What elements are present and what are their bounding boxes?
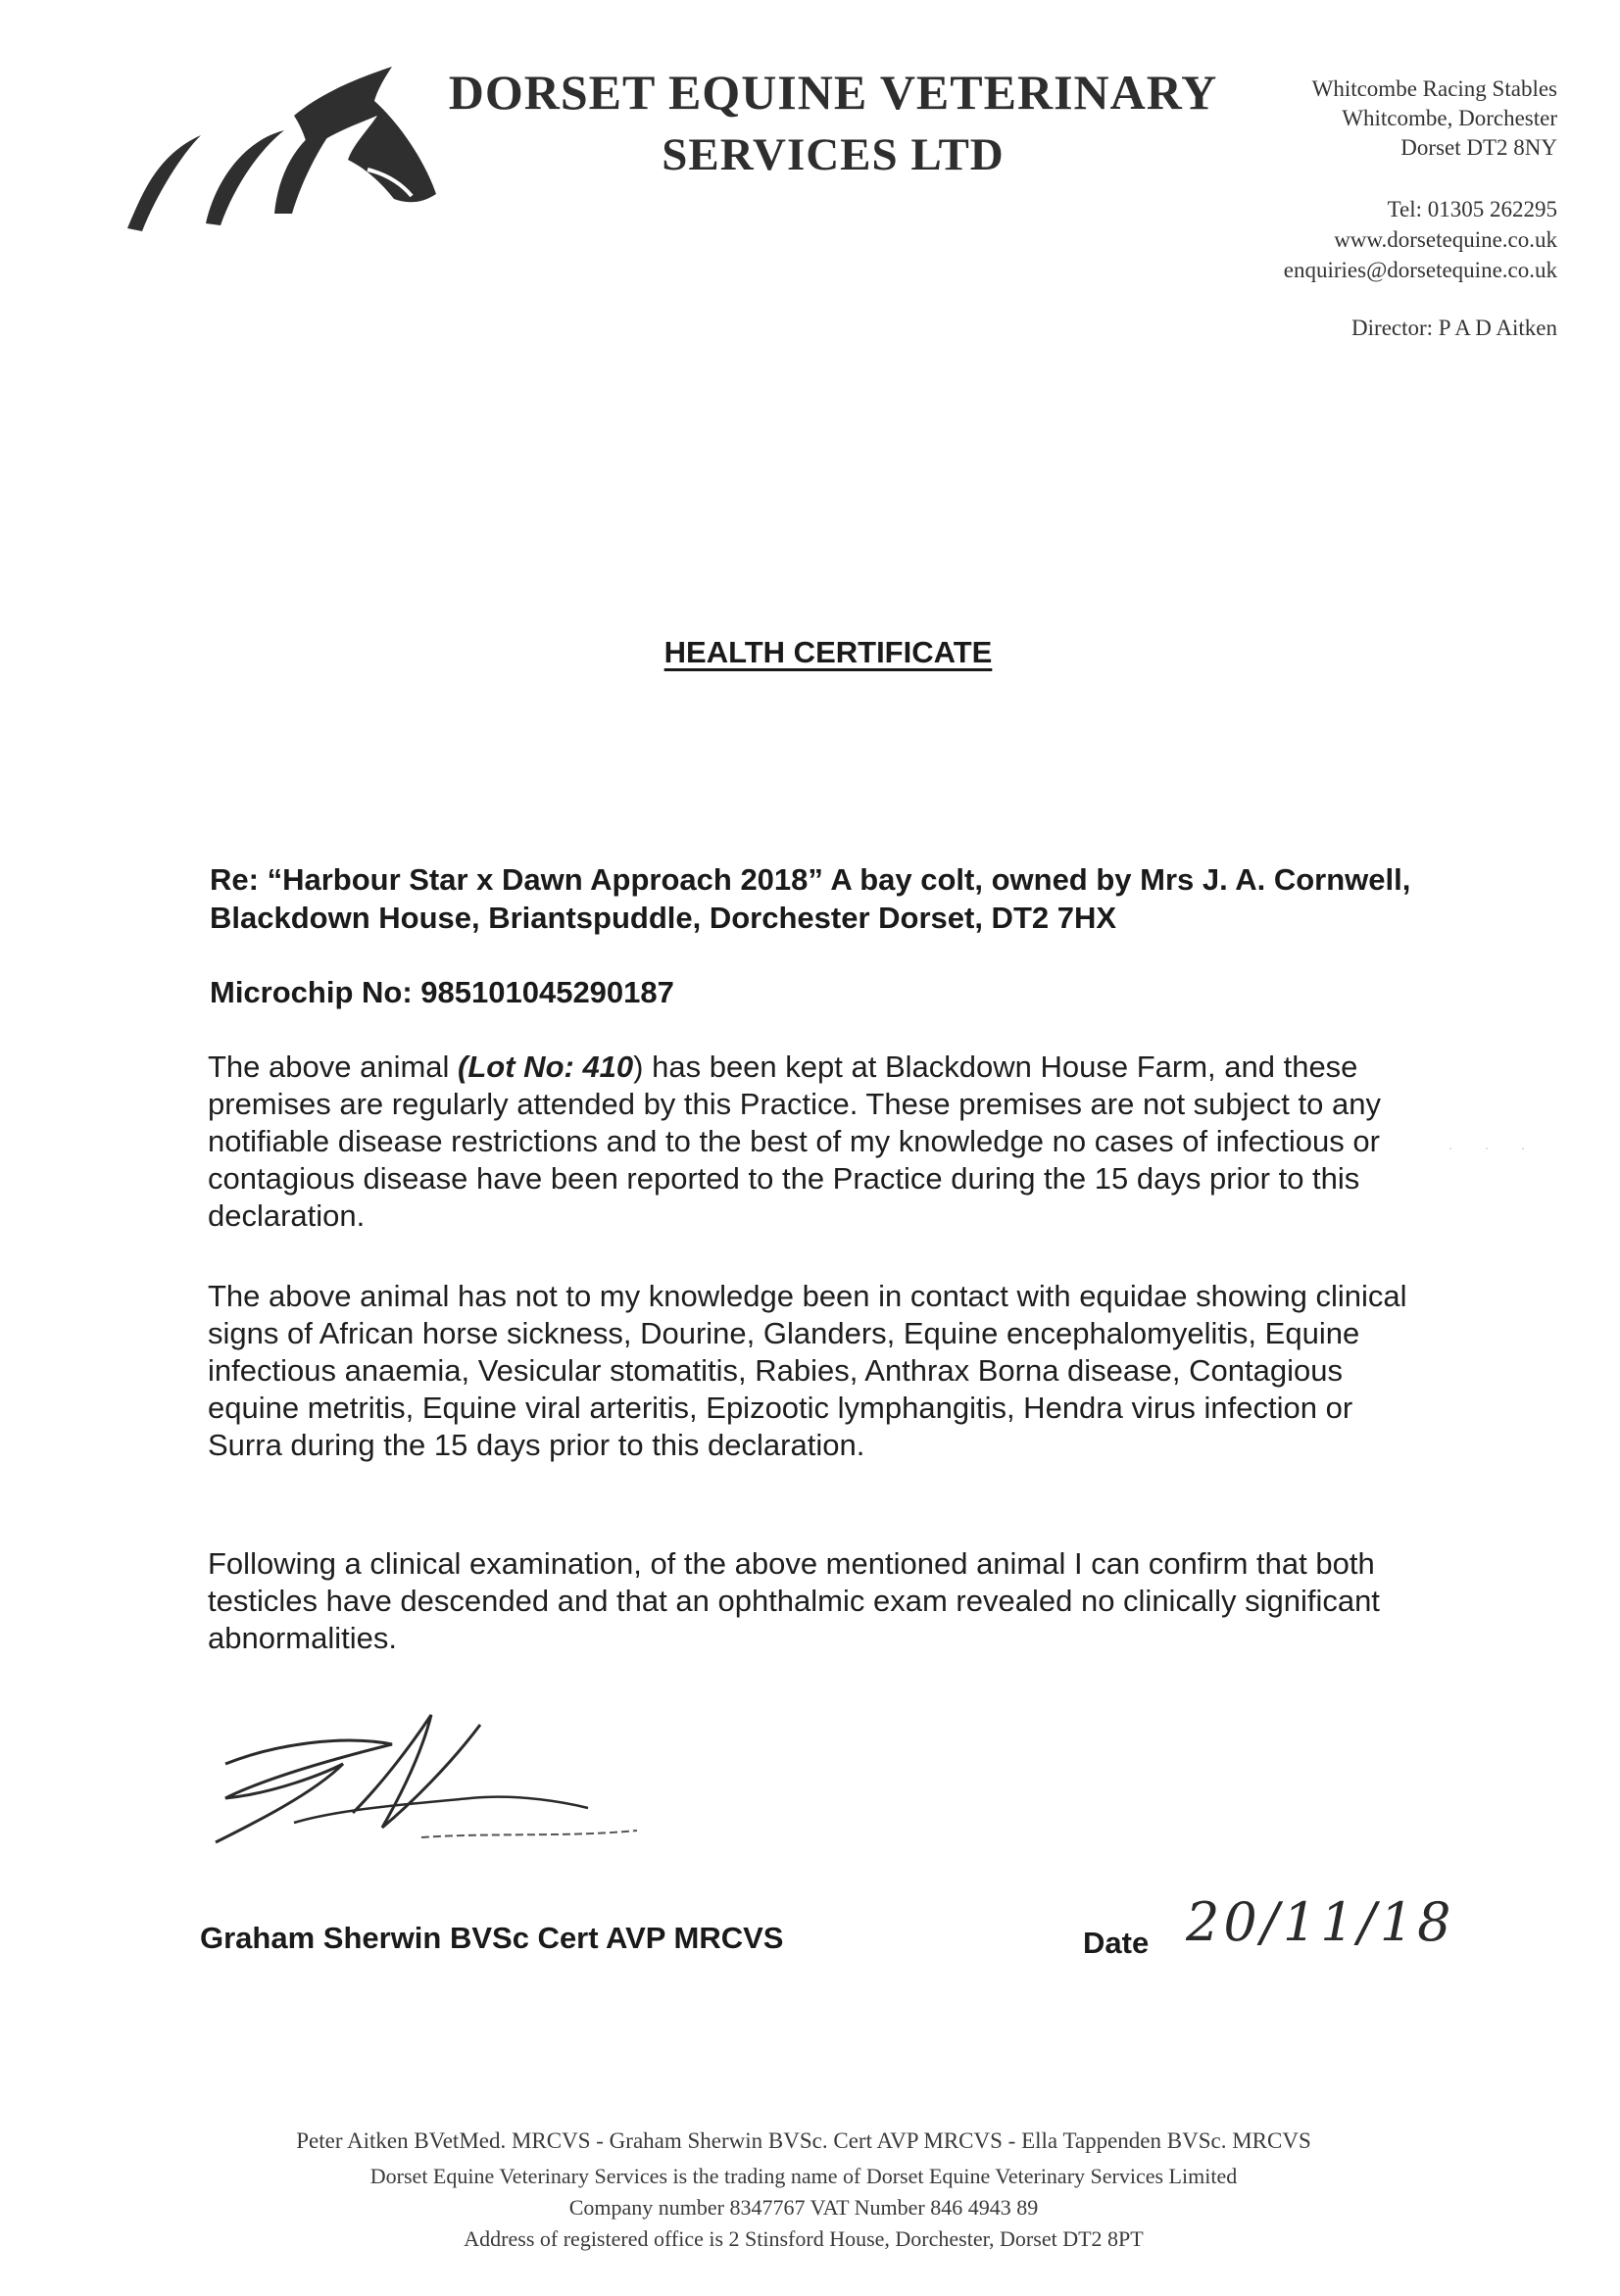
company-name-line1: DORSET EQUINE VETERINARY: [448, 65, 1218, 120]
address-line: Whitcombe, Dorchester: [1342, 106, 1557, 130]
company-name-line2: SERVICES LTD: [662, 129, 1005, 180]
footer-company-number: Company number 8347767 VAT Number 846 4943 89: [568, 2195, 1039, 2220]
footer-trading-name: Dorset Equine Veterinary Services is the trading name of Dorset Equine Veterinary Services Limited: [369, 2164, 1238, 2188]
address-line: Dorset DT2 8NY: [1400, 135, 1557, 160]
company-name: [421, 61, 1245, 186]
website-link[interactable]: www.dorsetequine.co.uk: [1334, 227, 1557, 252]
document-title: HEALTH CERTIFICATE: [663, 635, 993, 669]
company-address: [1312, 74, 1557, 163]
address-line: Whitcombe Racing Stables: [1311, 76, 1557, 101]
footer-vets: Peter Aitken BVetMed. MRCVS - Graham Sherwin BVSc. Cert AVP MRCVS - Ella Tappenden BVSc. MRCVS: [296, 2128, 1311, 2153]
date-label: Date: [1083, 1926, 1150, 1960]
paragraph-premises: [208, 1049, 1428, 1235]
paragraph-examination: Following a clinical examination, of the above mentioned animal I can confirm that both testicles have descended and that an ophthalmic exam revealed no clinically significant abnormalities.: [208, 1546, 1380, 1655]
subject-line: Re: “Harbour Star x Dawn Approach 2018” A bay colt, owned by Mrs J. A. Cornwell, Blackdown House, Briantspuddle, Dorchester Dorset, DT2 7HX: [210, 862, 1411, 935]
director: Director: P A D Aitken: [1351, 316, 1557, 340]
paragraph-disease-contact: The above animal has not to my knowledge been in contact with equidae showing clinical signs of African horse sickness, Dourine, Glanders, Equine encephalomyelitis, Equine infectious anaemia, Vesicular stomatitis, Rabies, Anthrax Borna disease, Contagious equine metritis, Equine viral arteritis, Epizootic lymphangitis, Hendra virus infection or Surra during the 15 days prior to this declaration.: [208, 1279, 1407, 1462]
scan-artifact: · · ·: [1448, 1142, 1540, 1157]
signature-icon: [196, 1705, 657, 1852]
signatory-name: Graham Sherwin BVSc Cert AVP MRCVS: [200, 1921, 784, 1955]
microchip-number: Microchip No: 985101045290187: [210, 975, 674, 1009]
footer-registered-office: Address of registered office is 2 Stinsford House, Dorchester, Dorset DT2 8PT: [464, 2226, 1144, 2251]
para1-before: The above animal: [208, 1050, 459, 1084]
lot-number: (Lot No: 410: [458, 1050, 634, 1084]
handwritten-date: 20/11/18: [1186, 1891, 1455, 1953]
contact-details: [1284, 194, 1557, 285]
horse-head-logo-icon: [88, 57, 461, 243]
email-link[interactable]: enquiries@dorsetequine.co.uk: [1283, 258, 1557, 282]
telephone: Tel: 01305 262295: [1387, 197, 1557, 221]
para1-after: ) has been kept at Blackdown House Farm, and these premises are regularly attended by this Practice. These premises are not subject to any notifiable disease restrictions and to the best of my knowledge no cases of infectious or contagious disease have been reported to the Practice during the 15 days prior to this declaration.: [208, 1050, 1381, 1233]
